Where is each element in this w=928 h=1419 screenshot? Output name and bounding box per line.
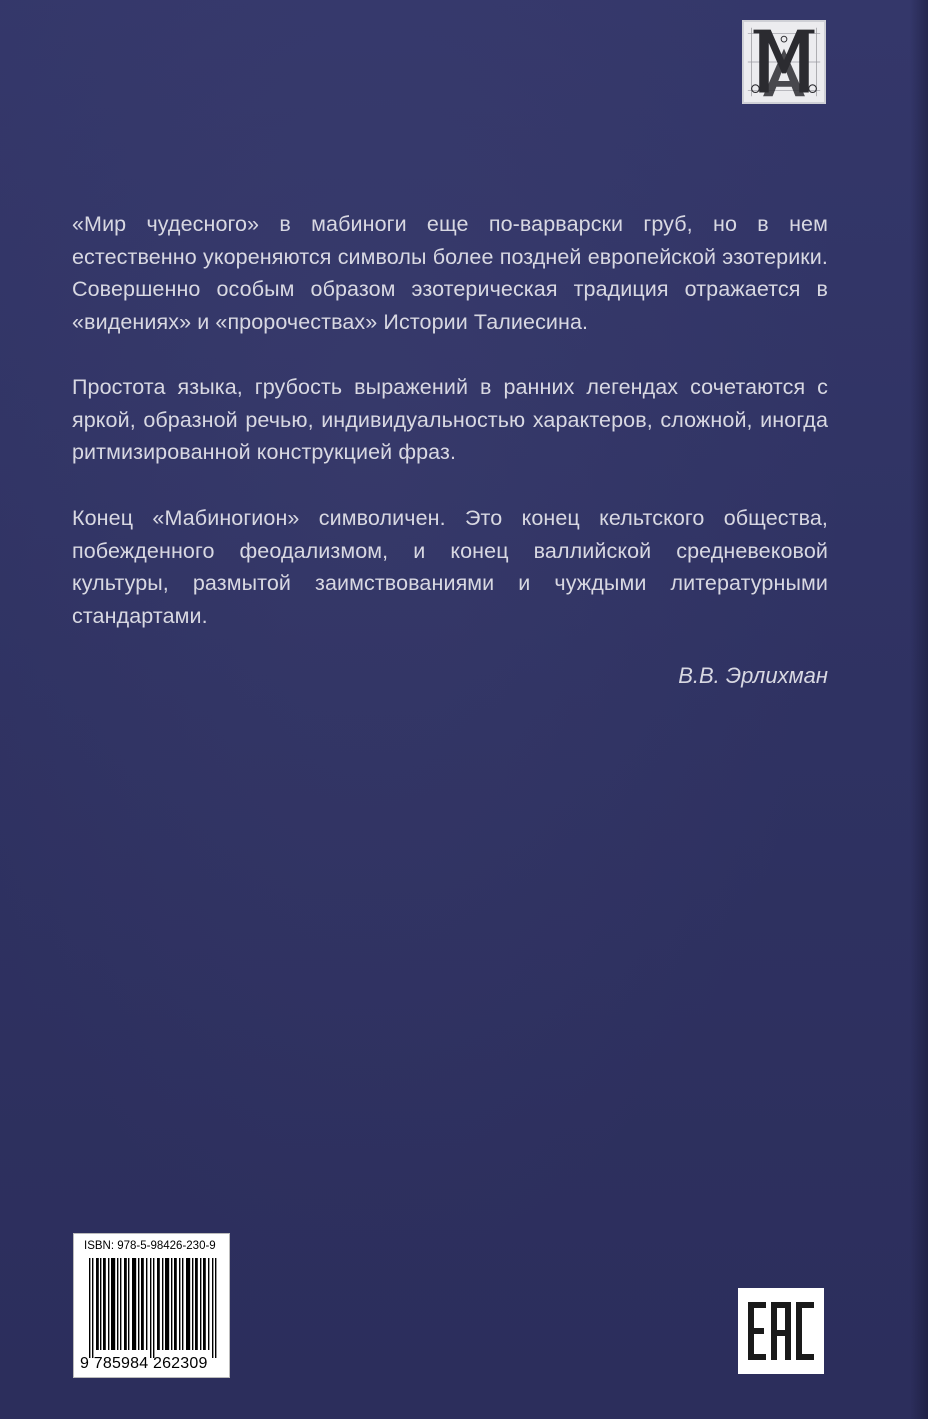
isbn-label: ISBN: 978-5-98426-230-9 — [84, 1240, 216, 1252]
isbn-barcode — [73, 1233, 230, 1378]
annotation-paragraph-3: Конец «Мабиногион» символичен. Это конец кельтского общества, побежденного феодализмом, и конец валлийской средневековой культуры, размытой заимствованиями и чуждыми литературными стандартами. — [72, 506, 828, 628]
publisher-monogram-icon — [742, 20, 826, 104]
annotation-paragraph-2: Простота языка, грубость выражений в ранних легендах сочетаются с яркой, образной речью, индивидуальностью характеров, сложной, иногда ритмизированной конструкцией фраз. — [72, 375, 828, 464]
barcode-digits: 9 785984 262309 — [80, 1355, 208, 1372]
annotation-paragraph-1: «Мир чудесного» в мабиноги еще по-варварски груб, но в нем естественно укореняются символы более поздней европейской эзотерики. Совершенно особым образом эзотерическая традиция отражается в «видениях» и «пророчествах» Истории Талиесина. — [72, 212, 828, 334]
author-signature: В.В. Эрлихман — [678, 663, 828, 688]
barcode-bars-icon — [83, 1258, 223, 1358]
eac-mark-icon — [738, 1288, 824, 1374]
